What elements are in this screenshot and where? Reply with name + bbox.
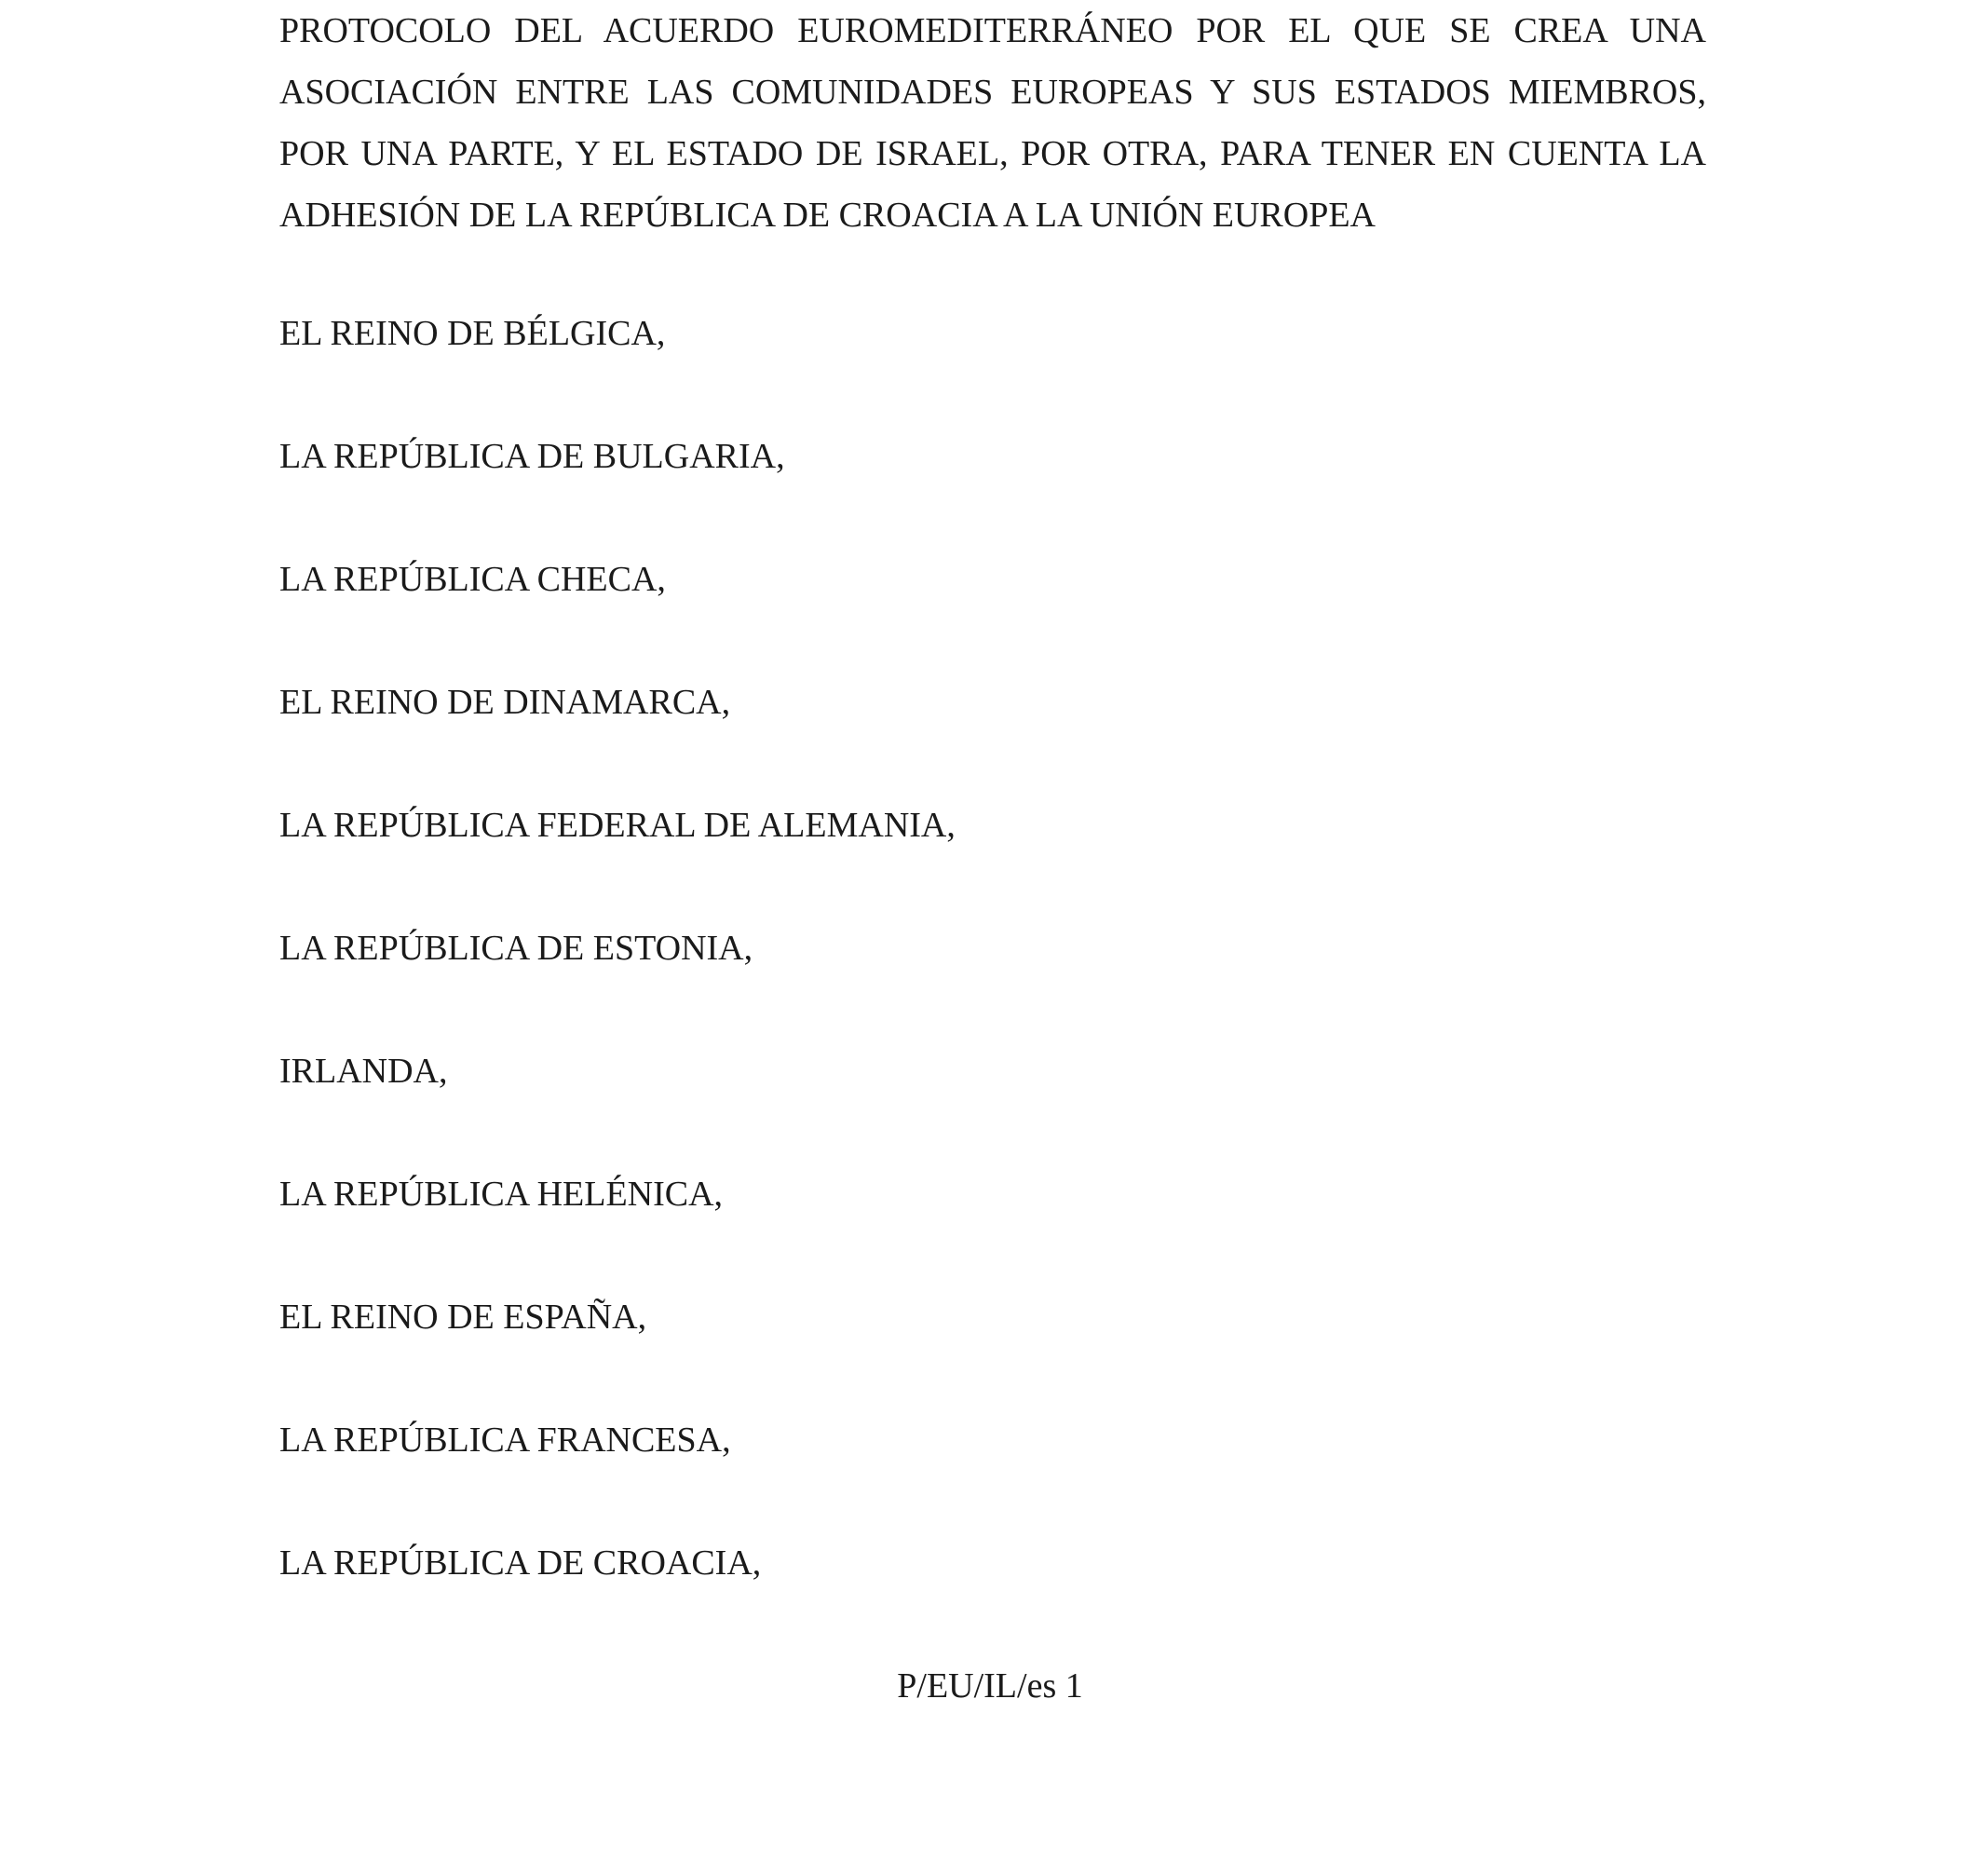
protocol-title: PROTOCOLO DEL ACUERDO EUROMEDITERRÁNEO POR EL QUE SE CREA UNA ASOCIACIÓN ENTRE LAS COMUNIDADES EUROPEAS Y SUS ESTADOS MIEMBROS, POR UNA PARTE, Y EL ESTADO DE ISRAEL, POR OTRA, PARA TENER EN CUENTA LA ADHESIÓN DE LA REPÚBLICA DE CROACIA A LA UNIÓN EUROPEA [279,11,1706,235]
party-denmark: EL REINO DE DINAMARCA, [279,683,731,722]
party-estonia: LA REPÚBLICA DE ESTONIA, [279,929,753,968]
party-germany: LA REPÚBLICA FEDERAL DE ALEMANIA, [279,806,956,845]
party-ireland: IRLANDA, [279,1052,448,1091]
party-belgium: EL REINO DE BÉLGICA, [279,314,666,353]
party-france: LA REPÚBLICA FRANCESA, [279,1421,731,1460]
party-czech-republic: LA REPÚBLICA CHECA, [279,560,666,599]
party-greece: LA REPÚBLICA HELÉNICA, [279,1175,724,1214]
party-bulgaria: LA REPÚBLICA DE BULGARIA, [279,437,785,476]
party-spain: EL REINO DE ESPAÑA, [279,1298,647,1337]
party-croatia: LA REPÚBLICA DE CROACIA, [279,1543,762,1583]
page-reference: P/EU/IL/es 1 [897,1666,1083,1706]
